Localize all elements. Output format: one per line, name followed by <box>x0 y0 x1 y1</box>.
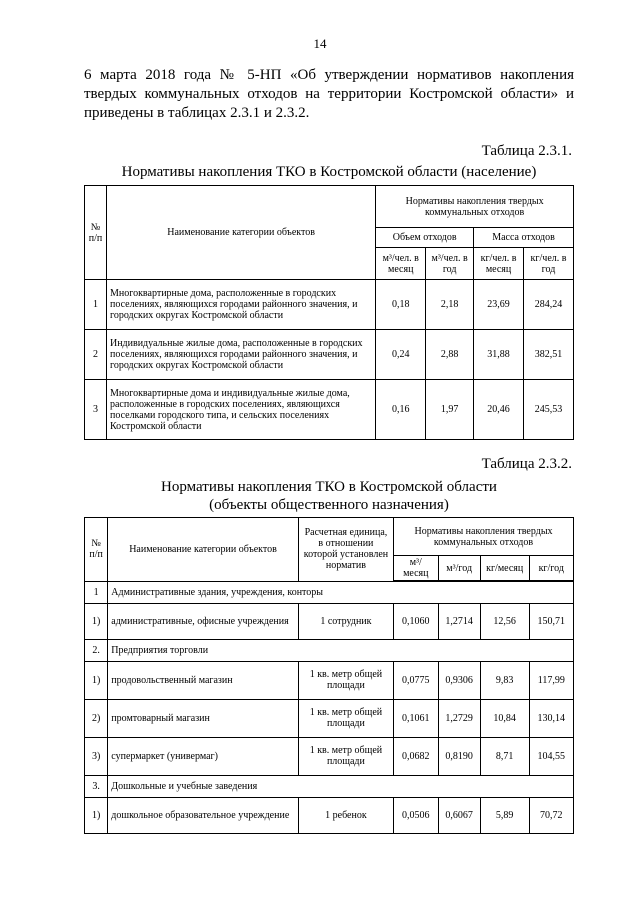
table-row <box>85 797 574 833</box>
table-row <box>85 330 574 380</box>
table-row <box>85 380 574 440</box>
row-value: 1,2729 <box>438 699 480 737</box>
row-value: 0,16 <box>376 380 426 440</box>
row-name: промтоварный магазин <box>108 699 299 737</box>
row-value: 12,56 <box>480 603 529 639</box>
table2-header-name: Наименование категории объектов <box>108 518 299 582</box>
row-value: 0,9306 <box>438 661 480 699</box>
row-unit: 1 кв. метр общей площади <box>298 699 393 737</box>
table1 <box>84 185 574 440</box>
table2-title-2: (объекты общественного назначения) <box>209 497 449 513</box>
row-value: 104,55 <box>529 737 573 775</box>
row-value: 5,89 <box>480 797 529 833</box>
row-value: 0,8190 <box>438 737 480 775</box>
row-num: 2. <box>85 639 108 661</box>
section-row <box>85 581 574 603</box>
row-value: 117,99 <box>529 661 573 699</box>
table2-title-1: Нормативы накопления ТКО в Костромской области <box>161 479 497 495</box>
intro-paragraph: 6 марта 2018 года № 5-НП «Об утверждении нормативов накопления твердых коммунальных отходов на территории Костромской области» и приведены в таблицах 2.3.1 и 2.3.2. <box>84 67 574 121</box>
table1-header-volume: Объем отходов <box>376 228 474 248</box>
table1-header-mass-year: кг/чел. в год <box>524 248 574 280</box>
row-name: супермаркет (универмаг) <box>108 737 299 775</box>
row-value: 0,24 <box>376 330 426 380</box>
row-value: 284,24 <box>524 280 574 330</box>
row-value: 1,2714 <box>438 603 480 639</box>
table2-caption: Таблица 2.3.2. <box>481 456 572 472</box>
row-value: 130,14 <box>529 699 573 737</box>
table2-header-c4: кг/год <box>529 556 573 582</box>
page-number: 14 <box>313 36 327 51</box>
row-name: продовольственный магазин <box>108 661 299 699</box>
row-value: 0,0682 <box>394 737 438 775</box>
row-value: 0,1061 <box>394 699 438 737</box>
row-value: 9,83 <box>480 661 529 699</box>
row-num: 1) <box>85 661 108 699</box>
table2-header-c2: м³/год <box>438 556 480 582</box>
table1-header-vol-year: м³/чел. в год <box>426 248 474 280</box>
table2-header-norm: Нормативы накопления твердых коммунальных отходов <box>394 518 574 556</box>
row-value: 382,51 <box>524 330 574 380</box>
row-value: 0,0775 <box>394 661 438 699</box>
table2-header-num: № п/п <box>85 518 108 582</box>
row-value: 8,71 <box>480 737 529 775</box>
row-value: 2,18 <box>426 280 474 330</box>
row-num: 3 <box>85 380 107 440</box>
table1-header-num: № п/п <box>85 186 107 280</box>
table2-header-unit: Расчетная единица, в отношении которой установлен норматив <box>298 518 393 582</box>
row-num: 2) <box>85 699 108 737</box>
row-num: 3. <box>85 775 108 797</box>
row-value: 31,88 <box>474 330 524 380</box>
row-unit: 1 ребенок <box>298 797 393 833</box>
table-row <box>85 280 574 330</box>
row-name: административные, офисные учреждения <box>108 603 299 639</box>
table-row <box>85 603 574 639</box>
table1-header-mass: Масса отходов <box>474 228 574 248</box>
row-unit: 1 кв. метр общей площади <box>298 661 393 699</box>
table2-header-c1: м³/месяц <box>394 556 438 582</box>
row-name: Индивидуальные жилые дома, расположенные в городских поселениях, являющихся городами районного значения, и городских округах Костромской области <box>106 330 375 380</box>
row-num: 3) <box>85 737 108 775</box>
row-value: 245,53 <box>524 380 574 440</box>
row-value: 23,69 <box>474 280 524 330</box>
row-value: 150,71 <box>529 603 573 639</box>
table1-title: Нормативы накопления ТКО в Костромской области (население) <box>121 164 537 180</box>
row-unit: 1 сотрудник <box>298 603 393 639</box>
row-num: 1) <box>85 603 108 639</box>
section-title: Административные здания, учреждения, конторы <box>108 581 574 603</box>
row-num: 1 <box>85 581 108 603</box>
table1-header-mass-month: кг/чел. в месяц <box>474 248 524 280</box>
row-value: 10,84 <box>480 699 529 737</box>
row-value: 0,1060 <box>394 603 438 639</box>
table-row <box>85 699 574 737</box>
row-value: 1,97 <box>426 380 474 440</box>
row-name: дошкольное образовательное учреждение <box>108 797 299 833</box>
row-value: 0,6067 <box>438 797 480 833</box>
row-value: 20,46 <box>474 380 524 440</box>
row-value: 2,88 <box>426 330 474 380</box>
table1-header-norm: Нормативы накопления твердых коммунальных отходов <box>376 186 574 228</box>
row-num: 1) <box>85 797 108 833</box>
section-row <box>85 775 574 797</box>
table2 <box>84 517 574 834</box>
row-unit: 1 кв. метр общей площади <box>298 737 393 775</box>
row-name: Многоквартирные дома и индивидуальные жилые дома, расположенные в городских поселениях, являющихся поселками городского типа, и сельских поселениях Костромской области <box>106 380 375 440</box>
row-num: 2 <box>85 330 107 380</box>
table1-caption: Таблица 2.3.1. <box>481 143 572 159</box>
section-title: Предприятия торговли <box>108 639 574 661</box>
table1-header-name: Наименование категории объектов <box>106 186 375 280</box>
row-num: 1 <box>85 280 107 330</box>
row-value: 0,0506 <box>394 797 438 833</box>
row-value: 70,72 <box>529 797 573 833</box>
table2-header-c3: кг/месяц <box>480 556 529 582</box>
table-row <box>85 737 574 775</box>
row-value: 0,18 <box>376 280 426 330</box>
table-row <box>85 661 574 699</box>
section-row <box>85 639 574 661</box>
section-title: Дошкольные и учебные заведения <box>108 775 574 797</box>
table1-header-vol-month: м³/чел. в месяц <box>376 248 426 280</box>
row-name: Многоквартирные дома, расположенные в городских поселениях, являющихся городами районного значения, и городских округах Костромской области <box>106 280 375 330</box>
